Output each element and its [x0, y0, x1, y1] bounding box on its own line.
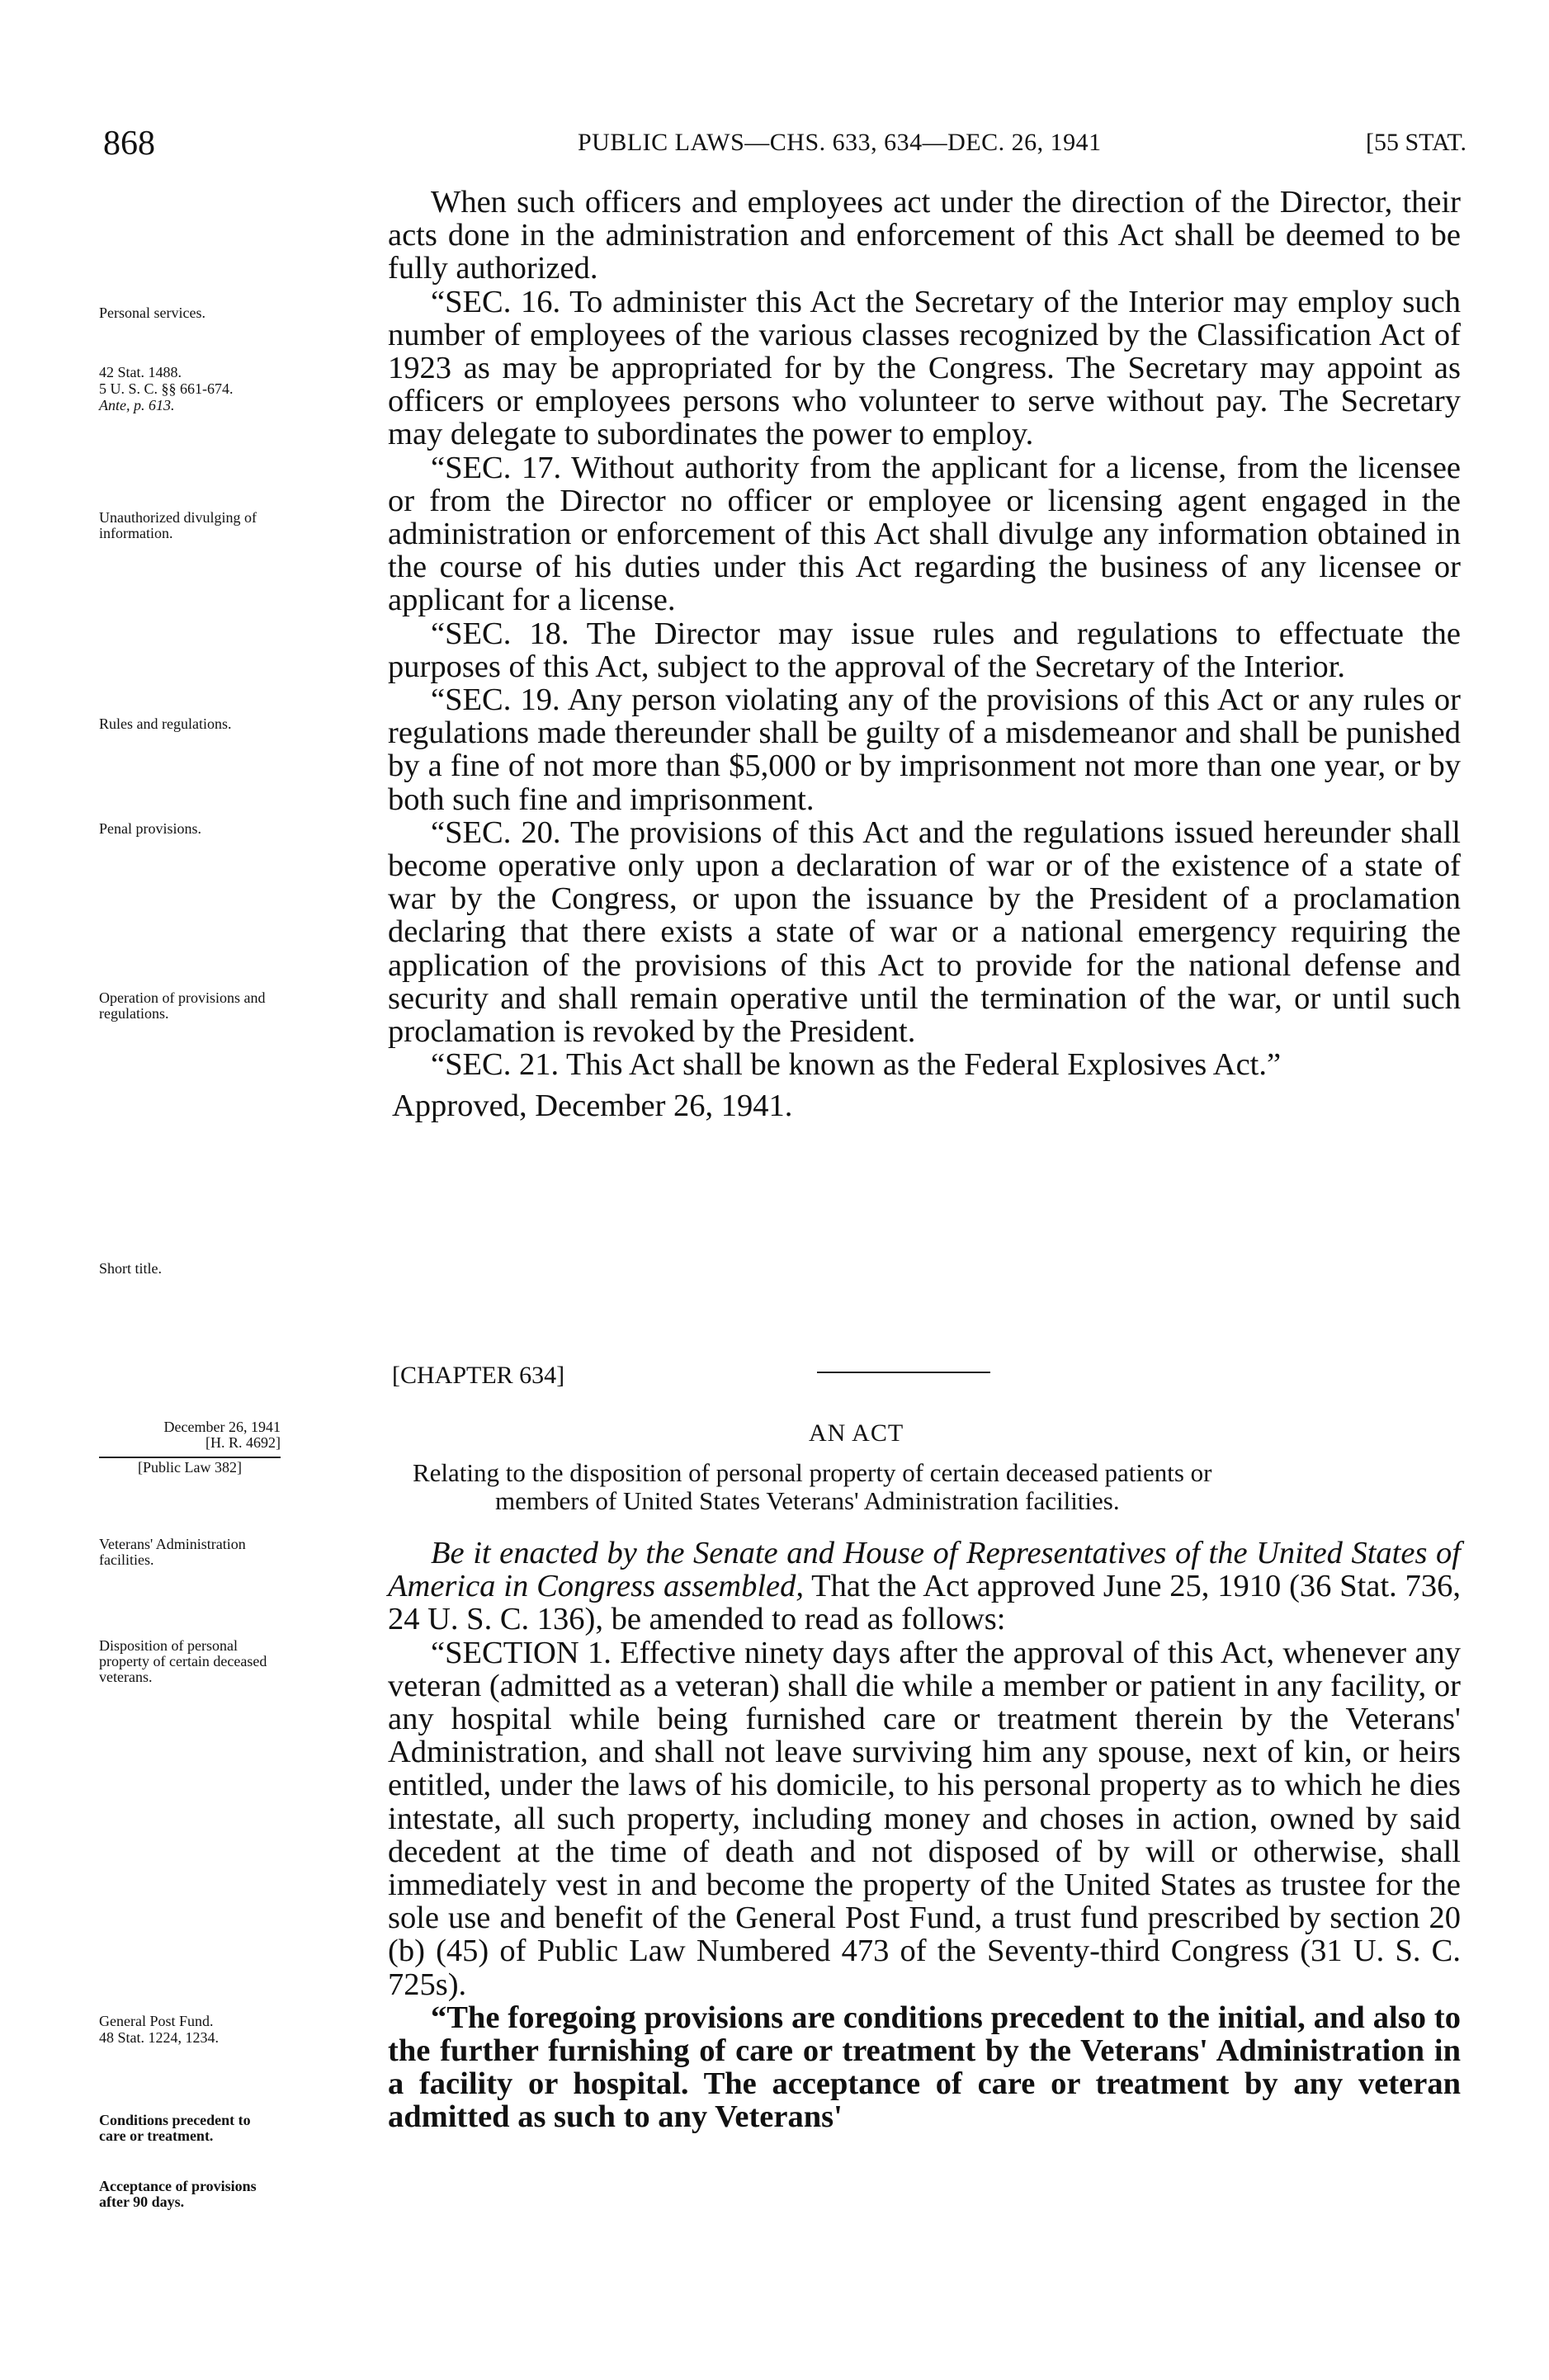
sidenote-stat-ref-1: 42 Stat. 1488.	[99, 364, 182, 380]
paragraph-sec-18: “SEC. 18. The Director may issue rules and regulations to effectuate the purposes of this Act, subject to the approval of the Secretary of the Interior.	[388, 616, 1461, 684]
sidenote-penal: Penal provisions.	[99, 820, 201, 837]
sidenote-general-post-fund: General Post Fund.	[99, 2013, 214, 2029]
chapter-634-body	[388, 1537, 1461, 2134]
chapter-label: [CHAPTER 634]	[392, 1362, 565, 1389]
sidenote-veterans-admin: Veterans' Administration facilities.	[99, 1536, 246, 1568]
running-head: PUBLIC LAWS—CHS. 633, 634—DEC. 26, 1941	[578, 129, 1102, 156]
page-header	[0, 124, 1549, 165]
act-description-line-2: members of United States Veterans' Administration facilities.	[495, 1486, 1120, 1515]
sidenote-public-law: [Public Law 382]	[99, 1457, 281, 1476]
sidenote-acceptance: Acceptance of provisions after 90 days.	[99, 2178, 257, 2210]
approved-date: Approved, December 26, 1941.	[392, 1088, 793, 1124]
paragraph-sec-19: “SEC. 19. Any person violating any of the provisions of this Act or any rules or regulations made thereunder shall be guilty of a misdemeanor and shall be punished by a fine of not more than $5,000 or by imprisonment not more than one year, or by both such fine and imprisonment.	[388, 682, 1461, 817]
sidenote-short-title: Short title.	[99, 1260, 162, 1277]
sidenote-stat-ref-2: 5 U. S. C. §§ 661-674.	[99, 380, 234, 397]
paragraph-foregoing: “The foregoing provisions are conditions precedent to the initial, and also to the further furnishing of care or treatment by the Veterans' Administration in a facility or hospital. The acceptance of care or treatment by any veteran admitted as such to any Veterans'	[388, 2000, 1461, 2135]
act-heading: AN ACT	[809, 1419, 904, 1447]
volume-reference: [55 STAT.	[1366, 129, 1467, 156]
enacting-clause-rest: That the Act approved June 25, 1910 (36 Stat. 736, 24 U. S. C. 136), be amended to read as follows:	[388, 1569, 1461, 1637]
paragraph-sec-21: “SEC. 21. This Act shall be known as the Federal Explosives Act.”	[431, 1047, 1282, 1083]
sidenote-disposition: Disposition of personal property of certain deceased veterans.	[99, 1637, 267, 1685]
sidenote-date: December 26, 1941	[163, 1419, 281, 1435]
enacting-clause	[388, 1537, 1461, 1636]
sidenote-gpf-ref: 48 Stat. 1224, 1234.	[99, 2029, 220, 2046]
sidenote-rules: Rules and regulations.	[99, 715, 232, 732]
sidenote-unauthorized: Unauthorized divulging of information.	[99, 509, 257, 541]
sidenote-operation: Operation of provisions and regulations.	[99, 989, 266, 1022]
paragraph-sec-17: “SEC. 17. Without authority from the applicant for a license, from the licensee or from the Director no officer or employee or licensing agent engaged in the administration or enforcement of this Act shall divulge any information obtained in the course of his duties under this Act regarding the business of any licensee or applicant for a license.	[388, 450, 1461, 618]
act-description	[413, 1459, 1452, 1515]
chapter-633-body	[388, 186, 1461, 1123]
act-description-line-1: Relating to the disposition of personal property of certain deceased patients or	[413, 1458, 1212, 1487]
sidenote-conditions: Conditions precedent to care or treatment.	[99, 2112, 251, 2144]
sidenote-hr: [H. R. 4692]	[205, 1434, 281, 1451]
enacting-clause-italic: Be it enacted by the Senate and House of Representatives of the United States of America in Congress assembled,	[388, 1536, 1461, 1604]
sidenote-stat-ref-3: Ante, p. 613.	[99, 397, 175, 413]
paragraph-section-1: “SECTION 1. Effective ninety days after the approval of this Act, whenever any veteran (admitted as a veteran) shall die while a member or patient in any facility, or any hospital while being furnished care or treatment therein by the Veterans' Administration, and shall not leave surviving him any spouse, next of kin, or heirs entitled, under the laws of his domicile, to his personal property as to which he dies intestate, all such property, including money and choses in action, owned by said decedent at the time of death and not disposed of by will or otherwise, shall immediately vest in and become the property of the United States as trustee for the sole use and benefit of the General Post Fund, a trust fund prescribed by section 20 (b) (45) of Public Law Numbered 473 of the Seventy-third Congress (31 U. S. C. 725s).	[388, 1635, 1461, 2002]
page-number: 868	[103, 125, 155, 163]
paragraph-officers: When such officers and employees act under the direction of the Director, their acts done in the administration and enforcement of this Act shall be deemed to be fully authorized.	[388, 185, 1461, 286]
paragraph-sec-20: “SEC. 20. The provisions of this Act and the regulations issued hereunder shall become operative only upon a declaration of war or of the existence of a state of war by the Congress, or upon the issuance by the President of a proclamation declaring that there exists a state of war or a national emergency requiring the application of the provisions of this Act to provide for the national defense and security and shall remain operative until the termination of the war, or until such proclamation is revoked by the President.	[388, 815, 1461, 1050]
paragraph-sec-16: “SEC. 16. To administer this Act the Secretary of the Interior may employ such number of employees of the various classes recognized by the Classification Act of 1923 as may be appropriated for by the Congress. The Secretary may appoint as officers or employees persons who volunteer to serve without pay. The Secretary may delegate to subordinates the power to employ.	[388, 284, 1461, 452]
section-divider-rule	[817, 1372, 990, 1373]
sidenote-personal-services: Personal services.	[99, 305, 205, 321]
